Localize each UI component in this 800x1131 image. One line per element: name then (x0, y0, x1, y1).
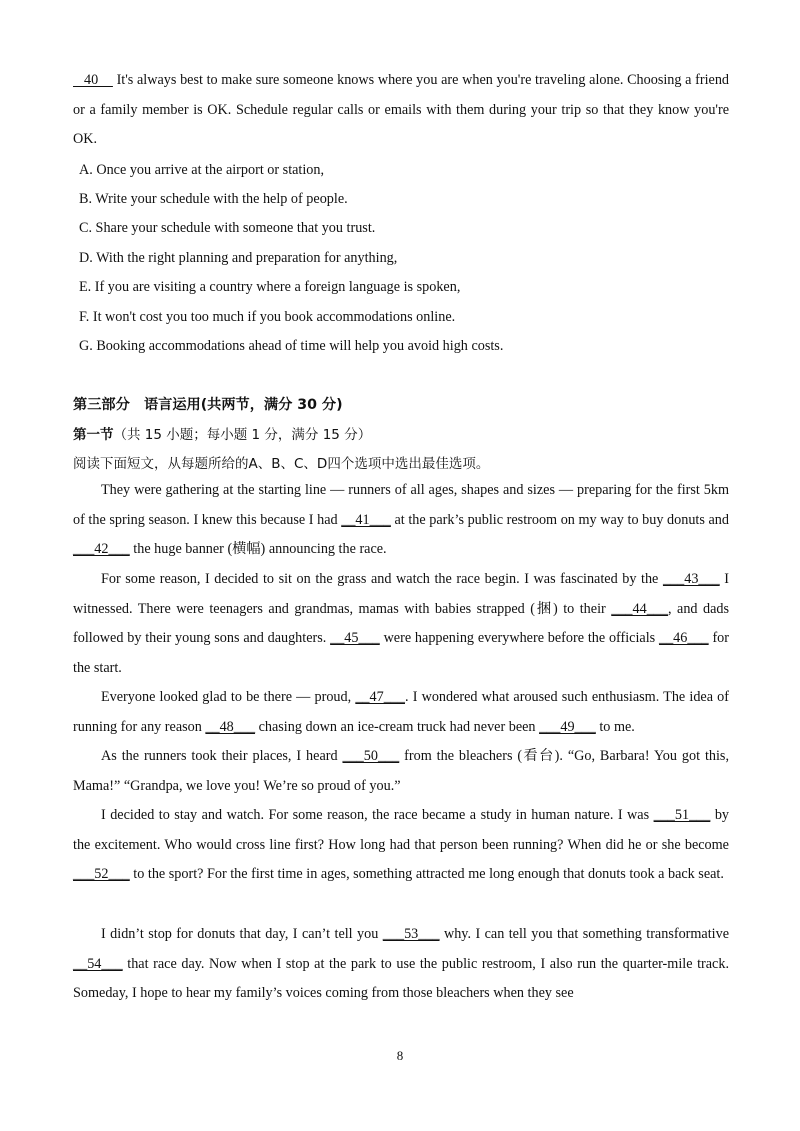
text: I didn’t stop for donuts that day, I can’t tell you (101, 926, 383, 942)
blank-43: ___43___ (662, 571, 720, 587)
text: They were gathering at the starting line — runners of all ages, shapes and sizes — preparing for the first 5km of the spring season. I knew this because I had (73, 482, 729, 528)
subsection-label: 第一节 (73, 427, 114, 443)
option-b: B. Write your schedule with the help of people. (79, 191, 348, 207)
text: I decided to stay and watch. For some reason, the race became a study in human nature. I was (101, 807, 654, 823)
blank-51: ___51___ (653, 807, 711, 823)
blank-41: __41___ (341, 511, 391, 528)
section-title: 第三部分 语言运用(共两节，满分 30 分) (73, 397, 343, 413)
blank-40: 40 (73, 72, 113, 88)
text: at the park’s public restroom on my way to buy donuts and (390, 511, 729, 528)
blank-52: ___52___ (73, 866, 130, 882)
option-a: A. Once you arrive at the airport or station, (79, 162, 325, 178)
option-c: C. Share your schedule with someone that you trust. (79, 220, 376, 236)
text: from the bleachers (看台). “Go, Barbara! You got this, Mama!” “Grandpa, we love you! We’re so proud of you.” (73, 748, 729, 794)
subsection-detail: （共 15 小题；每小题 1 分，满分 15 分） (113, 427, 372, 443)
text: to the sport? For the first time in ages, something attracted me long enough that donuts took a back seat. (129, 866, 724, 882)
text: to me. (595, 718, 635, 735)
option-d: D. With the right planning and preparation for anything, (79, 250, 398, 266)
text: . I wondered what aroused such enthusiasm. The idea of running for any reason (73, 689, 729, 735)
passage-paragraph-5 (73, 801, 729, 890)
text: I witnessed. There were teenagers and grandmas, mamas with babies strapped (捆) to their (73, 571, 729, 617)
text: by the excitement. Who would cross line first? How long had that person been running? When did he or she become (73, 807, 730, 853)
option-e: E. If you are visiting a country where a foreign language is spoken, (79, 279, 461, 295)
blank-46: __46___ (658, 630, 709, 646)
intro-text: It's always best to make sure someone knows where you are when you're traveling alone. Choosing a friend or a family member is OK. Schedule regular calls or emails with them during your trip so that they know you're OK. (73, 72, 730, 147)
instructions: 阅读下面短文，从每题所给的A、B、C、D四个选项中选出最佳选项。 (73, 456, 490, 472)
text: the huge banner (横幅) announcing the race. (129, 541, 387, 557)
text: for the start. (73, 630, 729, 676)
section-subtitle (73, 425, 371, 445)
text: As the runners took their places, I heard (101, 748, 343, 764)
blank-45: __45___ (330, 630, 380, 646)
intro-paragraph (73, 66, 729, 155)
text: Everyone looked glad to be there — proud, (101, 689, 356, 705)
page-number: 8 (396, 1048, 404, 1063)
passage-paragraph-1 (73, 476, 729, 565)
blank-42: ___42___ (73, 541, 130, 557)
blank-50: ___50___ (342, 748, 400, 764)
blank-54: __54___ (73, 955, 123, 972)
option-f: F. It won't cost you too much if you book accommodations online. (79, 309, 456, 325)
text: For some reason, I decided to sit on the grass and watch the race begin. I was fascinated by the (101, 571, 663, 587)
blank-49: ___49___ (539, 718, 596, 735)
blank-48: __48___ (205, 718, 256, 735)
text: that race day. Now when I stop at the park to use the public restroom, I also run the quarter-mile track. Someday, I hope to hear my family’s voices coming from those bleachers when they see (73, 955, 729, 1001)
passage-paragraph-3 (73, 683, 729, 742)
blank-44: ___44___ (611, 600, 668, 617)
passage-paragraph-6 (73, 920, 729, 1009)
text: chasing down an ice-cream truck had never been (255, 718, 540, 735)
passage-paragraph-4 (73, 742, 729, 801)
blank-47: __47___ (355, 689, 405, 705)
text: were happening everywhere before the officials (379, 630, 659, 646)
passage-paragraph-2 (73, 565, 729, 683)
blank-53: ___53___ (382, 926, 440, 942)
text: , and dads followed by their young sons and daughters. (73, 600, 729, 646)
option-g: G. Booking accommodations ahead of time will help you avoid high costs. (79, 338, 504, 354)
text: why. I can tell you that something transformative (439, 926, 729, 942)
